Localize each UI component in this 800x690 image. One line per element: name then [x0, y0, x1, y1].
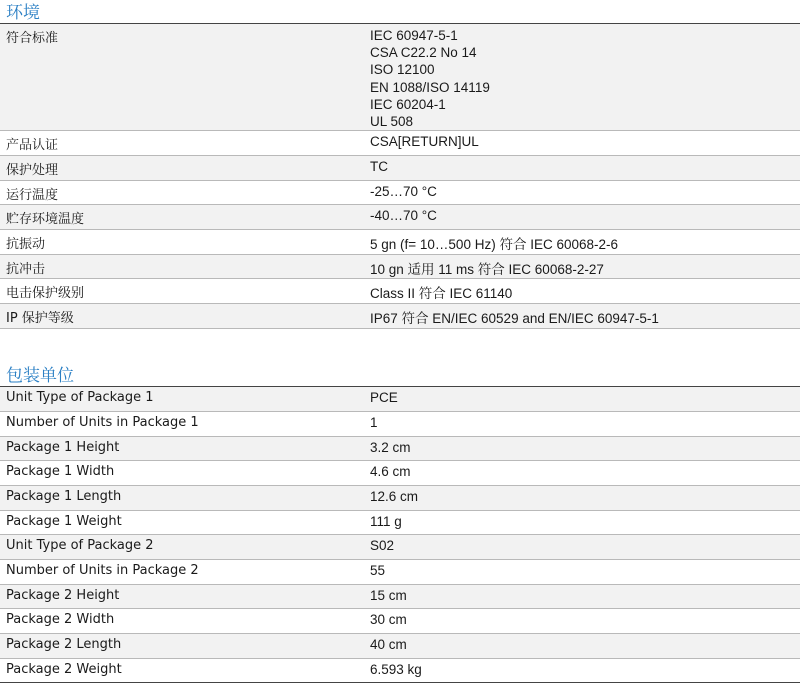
table-row [0, 205, 800, 230]
environment-title: 环境 [0, 2, 800, 24]
row-label: Number of Units in Package 2 [0, 560, 364, 585]
table-row [0, 304, 800, 329]
row-value: PCE [364, 387, 800, 412]
row-value: IP67 符合 EN/IEC 60529 and EN/IEC 60947-5-1 [364, 304, 800, 329]
table-row [0, 254, 800, 279]
row-value: 3.2 cm [364, 436, 800, 461]
packaging-table [0, 387, 800, 684]
row-value: 30 cm [364, 609, 800, 634]
row-label: Package 2 Width [0, 609, 364, 634]
row-label: Package 2 Height [0, 584, 364, 609]
row-value: 55 [364, 560, 800, 585]
table-row [0, 180, 800, 205]
row-value: 10 gn 适用 11 ms 符合 IEC 60068-2-27 [364, 254, 800, 279]
environment-section [0, 2, 800, 329]
table-row [0, 436, 800, 461]
packaging-title: 包装单位 [0, 365, 800, 387]
standards-list [364, 24, 800, 131]
row-value: 111 g [364, 510, 800, 535]
row-label: 符合标准 [0, 24, 364, 131]
table-row [0, 510, 800, 535]
table-row [0, 609, 800, 634]
standard-item: IEC 60204-1 [370, 96, 446, 112]
row-label: Package 2 Length [0, 634, 364, 659]
row-label: 抗冲击 [0, 254, 364, 279]
row-value: -25…70 °C [364, 180, 800, 205]
row-value: -40…70 °C [364, 205, 800, 230]
standard-item: ISO 12100 [370, 62, 435, 78]
row-label: 抗振动 [0, 229, 364, 254]
table-row [0, 535, 800, 560]
table-row [0, 560, 800, 585]
table-row [0, 387, 800, 412]
environment-table [0, 24, 800, 329]
table-row [0, 131, 800, 156]
row-value: 15 cm [364, 584, 800, 609]
table-row [0, 279, 800, 304]
row-value: 4.6 cm [364, 461, 800, 486]
row-label: Package 1 Width [0, 461, 364, 486]
row-label: Package 1 Height [0, 436, 364, 461]
row-label: Unit Type of Package 1 [0, 387, 364, 412]
row-label: IP 保护等级 [0, 304, 364, 329]
standard-item: IEC 60947-5-1 [370, 28, 458, 43]
table-row [0, 229, 800, 254]
row-value: S02 [364, 535, 800, 560]
table-row [0, 634, 800, 659]
row-label: 运行温度 [0, 180, 364, 205]
table-row [0, 24, 800, 131]
standard-item: EN 1088/ISO 14119 [370, 79, 490, 95]
row-label: Package 1 Weight [0, 510, 364, 535]
packaging-section [0, 365, 800, 684]
row-value: 40 cm [364, 634, 800, 659]
row-value: 1 [364, 411, 800, 436]
row-value: 6.593 kg [364, 658, 800, 683]
table-row [0, 584, 800, 609]
table-row [0, 411, 800, 436]
row-value: CSA[RETURN]UL [364, 131, 800, 156]
table-row [0, 155, 800, 180]
standard-item: CSA C22.2 No 14 [370, 45, 477, 61]
table-row [0, 658, 800, 683]
row-label: 贮存环境温度 [0, 205, 364, 230]
row-label: 保护处理 [0, 155, 364, 180]
table-row [0, 461, 800, 486]
row-label: 电击保护级别 [0, 279, 364, 304]
row-label: Package 1 Length [0, 485, 364, 510]
row-value: 5 gn (f= 10…500 Hz) 符合 IEC 60068-2-6 [364, 229, 800, 254]
standard-item: UL 508 [370, 114, 414, 130]
row-label: Unit Type of Package 2 [0, 535, 364, 560]
row-value: TC [364, 155, 800, 180]
row-label: 产品认证 [0, 131, 364, 156]
table-row [0, 485, 800, 510]
row-label: Number of Units in Package 1 [0, 411, 364, 436]
row-label: Package 2 Weight [0, 658, 364, 683]
row-value: 12.6 cm [364, 485, 800, 510]
row-value: Class II 符合 IEC 61140 [364, 279, 800, 304]
